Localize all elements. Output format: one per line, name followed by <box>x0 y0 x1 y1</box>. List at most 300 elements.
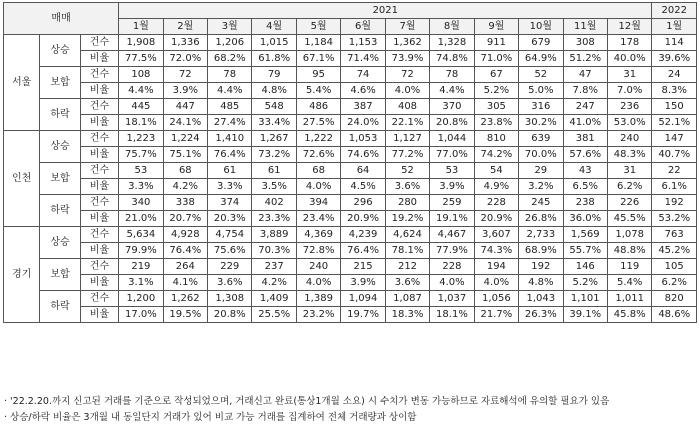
count-cell: 1,362 <box>385 35 429 51</box>
month-header: 8월 <box>430 19 474 35</box>
ratio-cell: 78.1% <box>385 243 429 259</box>
ratio-cell: 8.3% <box>652 83 697 99</box>
corner-header: 매매 <box>4 3 119 35</box>
ratio-cell: 71.4% <box>341 51 385 67</box>
count-cell: 4,239 <box>341 227 385 243</box>
ratio-cell: 73.9% <box>385 51 429 67</box>
count-cell: 194 <box>474 259 518 275</box>
count-cell: 228 <box>430 259 474 275</box>
table-row <box>4 67 697 83</box>
region-label: 서울 <box>4 35 40 131</box>
count-cell: 316 <box>519 99 563 115</box>
ratio-cell: 77.2% <box>385 147 429 163</box>
table-row <box>4 275 697 291</box>
count-cell: 78 <box>430 67 474 83</box>
count-cell: 338 <box>163 195 207 211</box>
ratio-cell: 53.2% <box>652 211 697 227</box>
ratio-cell: 73.2% <box>252 147 296 163</box>
count-cell: 47 <box>563 67 607 83</box>
count-cell: 1,206 <box>208 35 252 51</box>
ratio-cell: 68.2% <box>208 51 252 67</box>
count-cell: 296 <box>341 195 385 211</box>
count-cell: 192 <box>519 259 563 275</box>
ratio-cell: 4.9% <box>474 179 518 195</box>
count-label: 건수 <box>80 131 118 147</box>
month-header: 9월 <box>474 19 518 35</box>
trend-label: 상승 <box>40 227 80 259</box>
month-header: 6월 <box>341 19 385 35</box>
count-cell: 1,389 <box>296 291 340 307</box>
table-row <box>4 259 697 275</box>
count-cell: 1,328 <box>430 35 474 51</box>
ratio-cell: 23.4% <box>296 211 340 227</box>
ratio-cell: 18.1% <box>430 307 474 323</box>
ratio-cell: 74.2% <box>474 147 518 163</box>
count-cell: 247 <box>563 99 607 115</box>
ratio-cell: 18.3% <box>385 307 429 323</box>
count-cell: 4,369 <box>296 227 340 243</box>
ratio-cell: 3.6% <box>385 275 429 291</box>
count-cell: 237 <box>252 259 296 275</box>
count-cell: 387 <box>341 99 385 115</box>
table-row <box>4 35 697 51</box>
count-cell: 1,043 <box>519 291 563 307</box>
price-trend-table <box>3 2 697 323</box>
count-cell: 305 <box>474 99 518 115</box>
ratio-cell: 24.0% <box>341 115 385 131</box>
ratio-cell: 23.2% <box>296 307 340 323</box>
table-header <box>4 3 697 35</box>
trend-label: 하락 <box>40 99 80 131</box>
count-cell: 1,101 <box>563 291 607 307</box>
count-cell: 4,928 <box>163 227 207 243</box>
count-cell: 1,011 <box>607 291 651 307</box>
count-cell: 1,200 <box>119 291 163 307</box>
ratio-cell: 74.8% <box>430 51 474 67</box>
count-cell: 108 <box>119 67 163 83</box>
count-cell: 68 <box>296 163 340 179</box>
ratio-cell: 7.0% <box>607 83 651 99</box>
count-cell: 679 <box>519 35 563 51</box>
count-cell: 639 <box>519 131 563 147</box>
ratio-label: 비율 <box>80 307 118 323</box>
trend-label: 상승 <box>40 131 80 163</box>
ratio-cell: 5.4% <box>296 83 340 99</box>
ratio-cell: 5.2% <box>563 275 607 291</box>
ratio-cell: 53.0% <box>607 115 651 131</box>
ratio-cell: 3.5% <box>252 179 296 195</box>
ratio-label: 비율 <box>80 275 118 291</box>
ratio-cell: 39.1% <box>563 307 607 323</box>
table-row <box>4 307 697 323</box>
count-cell: 31 <box>607 67 651 83</box>
ratio-cell: 72.0% <box>163 51 207 67</box>
ratio-cell: 75.7% <box>119 147 163 163</box>
ratio-cell: 3.6% <box>208 275 252 291</box>
table-row <box>4 227 697 243</box>
count-cell: 486 <box>296 99 340 115</box>
count-label: 건수 <box>80 195 118 211</box>
ratio-cell: 19.7% <box>341 307 385 323</box>
month-header: 5월 <box>296 19 340 35</box>
ratio-cell: 17.0% <box>119 307 163 323</box>
count-cell: 192 <box>652 195 697 211</box>
region-label: 경기 <box>4 227 40 323</box>
ratio-cell: 3.1% <box>119 275 163 291</box>
ratio-cell: 18.1% <box>119 115 163 131</box>
month-header: 3월 <box>208 19 252 35</box>
ratio-cell: 20.8% <box>208 307 252 323</box>
count-cell: 150 <box>652 99 697 115</box>
count-cell: 1,267 <box>252 131 296 147</box>
month-header: 1월 <box>119 19 163 35</box>
ratio-cell: 64.9% <box>519 51 563 67</box>
ratio-cell: 20.8% <box>430 115 474 131</box>
month-header: 2월 <box>163 19 207 35</box>
count-cell: 1,184 <box>296 35 340 51</box>
ratio-label: 비율 <box>80 211 118 227</box>
ratio-cell: 5.4% <box>607 275 651 291</box>
ratio-cell: 48.8% <box>607 243 651 259</box>
count-cell: 1,094 <box>341 291 385 307</box>
count-cell: 52 <box>519 67 563 83</box>
ratio-cell: 74.3% <box>474 243 518 259</box>
ratio-cell: 3.2% <box>519 179 563 195</box>
count-cell: 67 <box>474 67 518 83</box>
ratio-cell: 4.0% <box>296 275 340 291</box>
ratio-cell: 70.3% <box>252 243 296 259</box>
table-row <box>4 211 697 227</box>
count-cell: 1,037 <box>430 291 474 307</box>
ratio-cell: 72.6% <box>296 147 340 163</box>
count-label: 건수 <box>80 227 118 243</box>
ratio-cell: 4.4% <box>208 83 252 99</box>
count-label: 건수 <box>80 99 118 115</box>
count-cell: 53 <box>430 163 474 179</box>
ratio-label: 비율 <box>80 179 118 195</box>
ratio-cell: 27.4% <box>208 115 252 131</box>
count-cell: 147 <box>652 131 697 147</box>
ratio-cell: 19.5% <box>163 307 207 323</box>
count-cell: 308 <box>563 35 607 51</box>
count-cell: 1,153 <box>341 35 385 51</box>
count-cell: 229 <box>208 259 252 275</box>
ratio-cell: 4.5% <box>341 179 385 195</box>
ratio-cell: 77.5% <box>119 51 163 67</box>
count-cell: 1,127 <box>385 131 429 147</box>
count-cell: 78 <box>208 67 252 83</box>
ratio-cell: 76.4% <box>341 243 385 259</box>
ratio-label: 비율 <box>80 51 118 67</box>
ratio-cell: 3.9% <box>163 83 207 99</box>
ratio-cell: 45.5% <box>607 211 651 227</box>
ratio-label: 비율 <box>80 115 118 131</box>
count-label: 건수 <box>80 67 118 83</box>
count-label: 건수 <box>80 163 118 179</box>
count-cell: 374 <box>208 195 252 211</box>
ratio-cell: 19.1% <box>430 211 474 227</box>
ratio-cell: 4.0% <box>474 275 518 291</box>
ratio-cell: 77.9% <box>430 243 474 259</box>
count-cell: 1,053 <box>341 131 385 147</box>
count-cell: 52 <box>385 163 429 179</box>
ratio-cell: 55.7% <box>563 243 607 259</box>
table-row <box>4 291 697 307</box>
count-cell: 22 <box>652 163 697 179</box>
count-cell: 24 <box>652 67 697 83</box>
ratio-cell: 72.8% <box>296 243 340 259</box>
ratio-cell: 4.1% <box>163 275 207 291</box>
count-cell: 240 <box>607 131 651 147</box>
ratio-cell: 61.8% <box>252 51 296 67</box>
count-cell: 219 <box>119 259 163 275</box>
count-cell: 280 <box>385 195 429 211</box>
count-cell: 238 <box>563 195 607 211</box>
count-cell: 1,222 <box>296 131 340 147</box>
trend-label: 보합 <box>40 67 80 99</box>
count-cell: 61 <box>252 163 296 179</box>
table-row <box>4 99 697 115</box>
count-label: 건수 <box>80 291 118 307</box>
count-cell: 95 <box>296 67 340 83</box>
month-header: 12월 <box>607 19 651 35</box>
count-cell: 370 <box>430 99 474 115</box>
ratio-cell: 20.9% <box>474 211 518 227</box>
ratio-cell: 4.0% <box>296 179 340 195</box>
count-cell: 105 <box>652 259 697 275</box>
count-cell: 43 <box>563 163 607 179</box>
ratio-cell: 6.2% <box>607 179 651 195</box>
ratio-cell: 45.8% <box>607 307 651 323</box>
count-cell: 4,754 <box>208 227 252 243</box>
ratio-cell: 71.0% <box>474 51 518 67</box>
ratio-cell: 40.7% <box>652 147 697 163</box>
count-cell: 408 <box>385 99 429 115</box>
ratio-cell: 76.4% <box>163 243 207 259</box>
count-cell: 4,624 <box>385 227 429 243</box>
count-cell: 226 <box>607 195 651 211</box>
ratio-cell: 4.8% <box>519 275 563 291</box>
count-cell: 236 <box>607 99 651 115</box>
count-cell: 53 <box>119 163 163 179</box>
region-label: 인천 <box>4 131 40 227</box>
count-cell: 1,078 <box>607 227 651 243</box>
ratio-cell: 4.0% <box>385 83 429 99</box>
count-cell: 1,569 <box>563 227 607 243</box>
ratio-cell: 48.6% <box>652 307 697 323</box>
count-cell: 548 <box>252 99 296 115</box>
count-cell: 810 <box>474 131 518 147</box>
ratio-cell: 41.0% <box>563 115 607 131</box>
ratio-cell: 77.0% <box>430 147 474 163</box>
count-cell: 72 <box>385 67 429 83</box>
ratio-label: 비율 <box>80 147 118 163</box>
count-cell: 215 <box>341 259 385 275</box>
count-cell: 240 <box>296 259 340 275</box>
count-cell: 29 <box>519 163 563 179</box>
count-cell: 3,889 <box>252 227 296 243</box>
ratio-cell: 21.7% <box>474 307 518 323</box>
trend-label: 하락 <box>40 195 80 227</box>
ratio-cell: 51.2% <box>563 51 607 67</box>
footnote-2: · 상승/하락 비율은 3개월 내 동일단지 거래가 있어 비교 가능 거래를 집계하여 전체 거래량과 상이함 <box>4 412 417 423</box>
ratio-cell: 4.2% <box>163 179 207 195</box>
count-cell: 1,056 <box>474 291 518 307</box>
count-cell: 119 <box>607 259 651 275</box>
ratio-cell: 52.1% <box>652 115 697 131</box>
count-cell: 245 <box>519 195 563 211</box>
month-header: 10월 <box>519 19 563 35</box>
count-cell: 259 <box>430 195 474 211</box>
ratio-cell: 21.0% <box>119 211 163 227</box>
table-row <box>4 195 697 211</box>
count-cell: 485 <box>208 99 252 115</box>
count-cell: 68 <box>163 163 207 179</box>
count-cell: 1,410 <box>208 131 252 147</box>
ratio-cell: 33.4% <box>252 115 296 131</box>
count-cell: 402 <box>252 195 296 211</box>
ratio-cell: 3.6% <box>385 179 429 195</box>
ratio-cell: 5.2% <box>474 83 518 99</box>
year-header-2021: 2021 <box>119 3 652 19</box>
ratio-cell: 74.6% <box>341 147 385 163</box>
ratio-cell: 4.4% <box>430 83 474 99</box>
ratio-cell: 23.8% <box>474 115 518 131</box>
count-cell: 381 <box>563 131 607 147</box>
table-row <box>4 163 697 179</box>
count-cell: 445 <box>119 99 163 115</box>
ratio-cell: 39.6% <box>652 51 697 67</box>
table-row <box>4 115 697 131</box>
table-row <box>4 51 697 67</box>
table-row <box>4 179 697 195</box>
ratio-cell: 22.1% <box>385 115 429 131</box>
count-cell: 1,409 <box>252 291 296 307</box>
count-cell: 820 <box>652 291 697 307</box>
table-row <box>4 147 697 163</box>
ratio-cell: 19.2% <box>385 211 429 227</box>
trend-label: 보합 <box>40 259 80 291</box>
count-cell: 1,044 <box>430 131 474 147</box>
count-cell: 74 <box>341 67 385 83</box>
ratio-cell: 20.9% <box>341 211 385 227</box>
count-cell: 114 <box>652 35 697 51</box>
count-cell: 228 <box>474 195 518 211</box>
count-cell: 1,224 <box>163 131 207 147</box>
ratio-cell: 3.3% <box>119 179 163 195</box>
month-header: 11월 <box>563 19 607 35</box>
ratio-cell: 57.6% <box>563 147 607 163</box>
count-cell: 3,607 <box>474 227 518 243</box>
ratio-cell: 27.5% <box>296 115 340 131</box>
count-cell: 79 <box>252 67 296 83</box>
count-cell: 2,733 <box>519 227 563 243</box>
ratio-cell: 3.9% <box>341 275 385 291</box>
ratio-cell: 4.2% <box>252 275 296 291</box>
ratio-cell: 45.2% <box>652 243 697 259</box>
count-cell: 340 <box>119 195 163 211</box>
ratio-cell: 20.3% <box>208 211 252 227</box>
count-label: 건수 <box>80 259 118 275</box>
ratio-cell: 3.3% <box>208 179 252 195</box>
footnote-1: · '22.2.20.까지 신고된 거래를 기준으로 작성되었으며, 거래신고 완료(통상1개월 소요) 시 수치가 변동 가능하므로 자료해석에 유의할 필요가 있음 <box>4 396 610 407</box>
ratio-cell: 7.8% <box>563 83 607 99</box>
footnotes <box>4 394 696 426</box>
count-label: 건수 <box>80 35 118 51</box>
count-cell: 911 <box>474 35 518 51</box>
count-cell: 264 <box>163 259 207 275</box>
trend-label: 하락 <box>40 291 80 323</box>
ratio-cell: 6.2% <box>652 275 697 291</box>
count-cell: 394 <box>296 195 340 211</box>
count-cell: 1,262 <box>163 291 207 307</box>
ratio-cell: 36.0% <box>563 211 607 227</box>
ratio-cell: 6.1% <box>652 179 697 195</box>
month-header: 4월 <box>252 19 296 35</box>
ratio-label: 비율 <box>80 83 118 99</box>
count-cell: 61 <box>208 163 252 179</box>
count-cell: 146 <box>563 259 607 275</box>
count-cell: 72 <box>163 67 207 83</box>
count-cell: 178 <box>607 35 651 51</box>
count-cell: 31 <box>607 163 651 179</box>
table-row <box>4 131 697 147</box>
count-cell: 1,308 <box>208 291 252 307</box>
count-cell: 4,467 <box>430 227 474 243</box>
ratio-cell: 30.2% <box>519 115 563 131</box>
ratio-cell: 4.0% <box>430 275 474 291</box>
count-cell: 1,087 <box>385 291 429 307</box>
ratio-cell: 25.5% <box>252 307 296 323</box>
table-row <box>4 243 697 259</box>
ratio-cell: 70.0% <box>519 147 563 163</box>
ratio-label: 비율 <box>80 243 118 259</box>
ratio-cell: 4.4% <box>119 83 163 99</box>
month-header: 1월 <box>652 19 697 35</box>
ratio-cell: 20.7% <box>163 211 207 227</box>
trend-label: 보합 <box>40 163 80 195</box>
ratio-cell: 6.5% <box>563 179 607 195</box>
ratio-cell: 48.3% <box>607 147 651 163</box>
count-cell: 1,223 <box>119 131 163 147</box>
ratio-cell: 26.8% <box>519 211 563 227</box>
ratio-cell: 75.1% <box>163 147 207 163</box>
count-cell: 5,634 <box>119 227 163 243</box>
ratio-cell: 24.1% <box>163 115 207 131</box>
table-body <box>4 35 697 323</box>
ratio-cell: 76.4% <box>208 147 252 163</box>
ratio-cell: 67.1% <box>296 51 340 67</box>
count-cell: 447 <box>163 99 207 115</box>
ratio-cell: 23.3% <box>252 211 296 227</box>
table-row <box>4 83 697 99</box>
ratio-cell: 26.3% <box>519 307 563 323</box>
trend-label: 상승 <box>40 35 80 67</box>
count-cell: 1,336 <box>163 35 207 51</box>
count-cell: 1,908 <box>119 35 163 51</box>
count-cell: 54 <box>474 163 518 179</box>
month-header: 7월 <box>385 19 429 35</box>
ratio-cell: 79.9% <box>119 243 163 259</box>
ratio-cell: 75.6% <box>208 243 252 259</box>
count-cell: 212 <box>385 259 429 275</box>
ratio-cell: 40.0% <box>607 51 651 67</box>
count-cell: 763 <box>652 227 697 243</box>
ratio-cell: 4.6% <box>341 83 385 99</box>
count-cell: 64 <box>341 163 385 179</box>
count-cell: 1,015 <box>252 35 296 51</box>
ratio-cell: 5.0% <box>519 83 563 99</box>
